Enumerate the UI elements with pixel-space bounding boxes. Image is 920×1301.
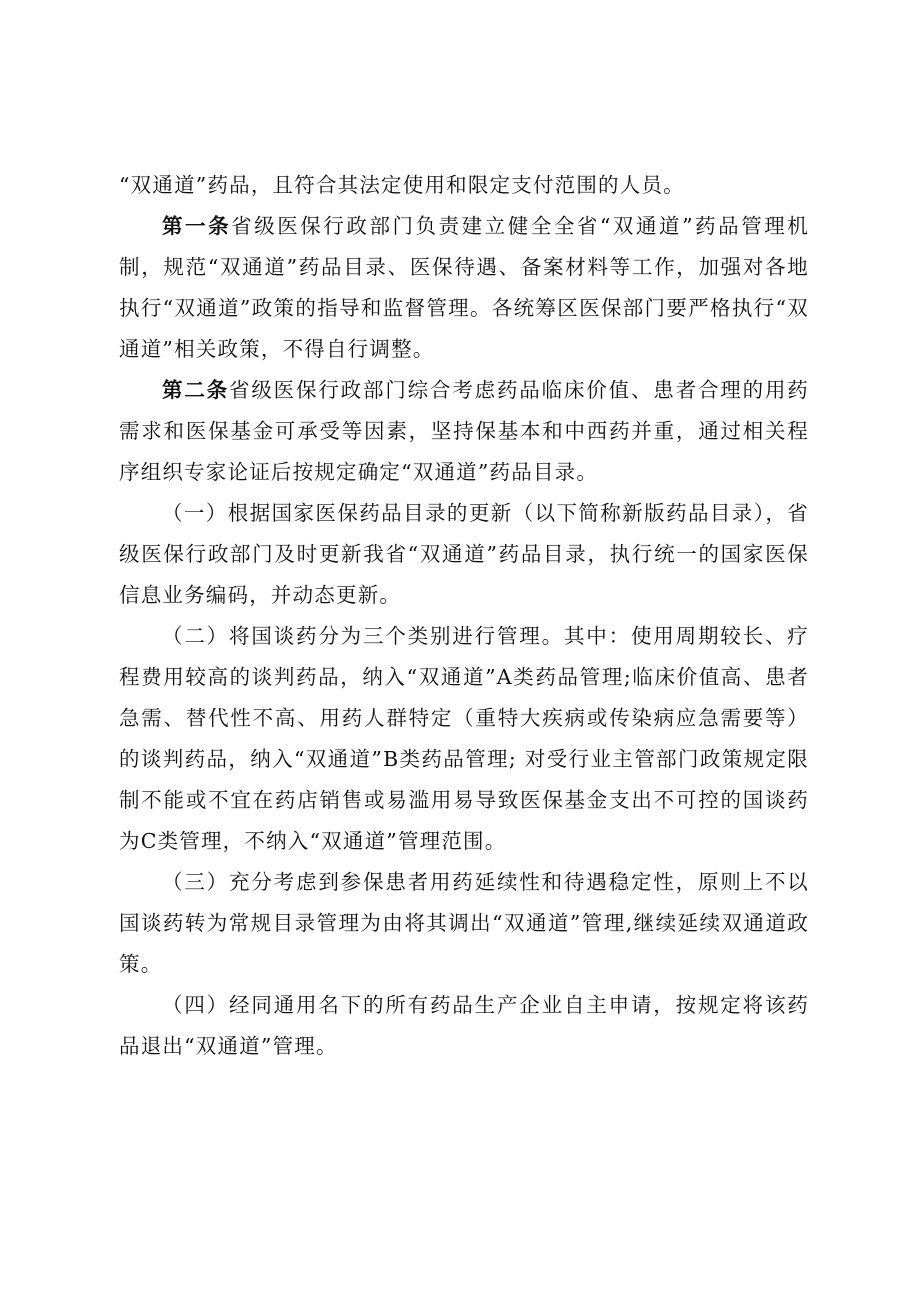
article-2 bbox=[119, 370, 809, 493]
paragraph-text: （四）经同通用名下的所有药品生产企业自主申请，按规定将该药品退出“双通道”管理。 bbox=[119, 993, 809, 1058]
paragraph-text: （一）根据国家医保药品目录的更新（以下简称新版药品目录），省级医保行政部门及时更新我省“双通道”药品目录，执行统一的国家医保信息业务编码，并动态更新。 bbox=[119, 501, 809, 607]
document-body bbox=[119, 165, 809, 1067]
clause-2 bbox=[119, 616, 809, 862]
paragraph-text: “双通道”药品，且符合其法定使用和限定支付范围的人员。 bbox=[119, 173, 685, 197]
paragraph-text: 省级医保行政部门负责建立健全全省“双通道”药品管理机制，规范“双通道”药品目录、医保待遇、备案材料等工作，加强对各地执行“双通道”政策的指导和监督管理。各统筹区医保部门要严格执行“双通道”相关政策，不得自行调整。 bbox=[119, 214, 809, 361]
paragraph-text: （二）将国谈药分为三个类别进行管理。其中：使用周期较长、疗程费用较高的谈判药品，纳入“双通道”A类药品管理;临床价值高、患者急需、替代性不高、用药人群特定（重特大疾病或传染病应急需要等）的谈判药品，纳入“双通道”B类药品管理; 对受行业主管部门政策规定限制不能或不宜在药店销售或易滥用易导致医保基金支出不可控的国谈药为C类管理，不纳入“双通道”管理范围。 bbox=[119, 624, 809, 853]
clause-4 bbox=[119, 985, 809, 1067]
article-1 bbox=[119, 206, 809, 370]
paragraph-text: （三）充分考虑到参保患者用药延续性和待遇稳定性，原则上不以国谈药转为常规目录管理为由将其调出“双通道”管理,继续延续双通道政策。 bbox=[119, 870, 809, 976]
paragraph-continuation bbox=[119, 165, 809, 206]
article-heading: 第一条 bbox=[162, 214, 232, 238]
paragraph-text: 省级医保行政部门综合考虑药品临床价值、患者合理的用药需求和医保基金可承受等因素，坚持保基本和中西药并重，通过相关程序组织专家论证后按规定确定“双通道”药品目录。 bbox=[119, 378, 809, 484]
clause-1 bbox=[119, 493, 809, 616]
article-heading: 第二条 bbox=[162, 378, 229, 402]
clause-3 bbox=[119, 862, 809, 985]
